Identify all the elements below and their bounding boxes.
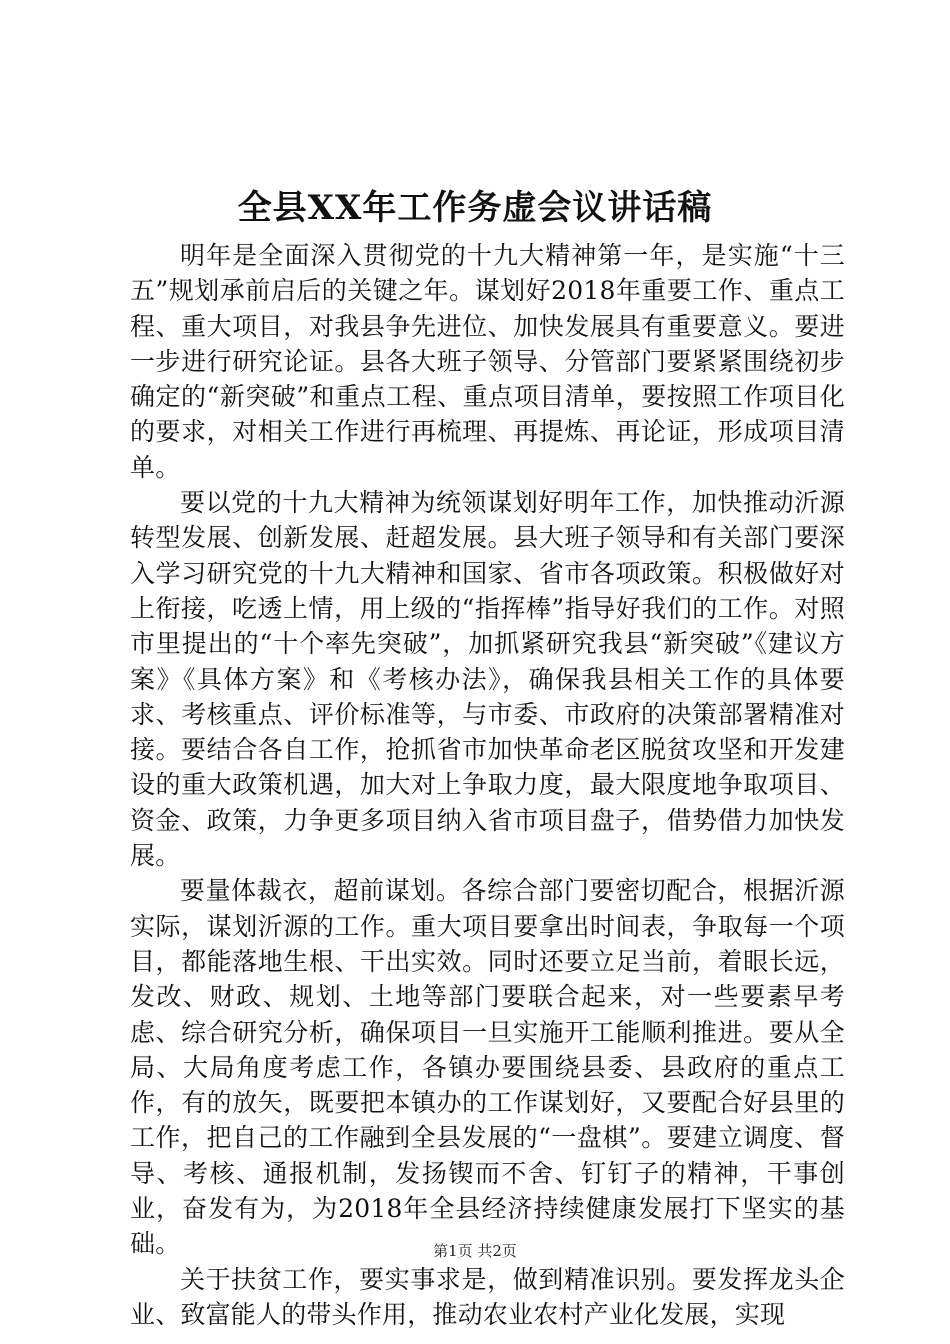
document-body xyxy=(130,238,845,1332)
paragraph: 要量体裁衣，超前谋划。各综合部门要密切配合，根据沂源实际，谋划沂源的工作。重大项目要拿出时间表，争取每一个项目，都能落地生根、干出实效。同时还要立足当前，着眼长远，发改、财政、规划、土地等部门要联合起来，对一些要素早考虑、综合研究分析，确保项目一旦实施开工能顺利推进。要从全局、大局角度考虑工作，各镇办要围绕县委、县政府的重点工作，有的放矢，既要把本镇办的工作谋划好，又要配合好县里的工作，把自己的工作融到全县发展的“一盘棋”。要建立调度、督导、考核、通报机制，发扬锲而不舍、钉钉子的精神，干事创业，奋发有为，为2018年全县经济持续健康发展打下坚实的基础。 xyxy=(130,876,845,1259)
document-title: 全县XX年工作务虚会议讲话稿 xyxy=(237,188,713,228)
paragraph: 关于扶贫工作，要实事求是，做到精准识别。要发挥龙头企业、致富能人的带头作用，推动农业农村产业化发展，实现 xyxy=(130,1264,845,1329)
page-number-footer: 第1页 共2页 xyxy=(433,1242,517,1260)
paragraph: 要以党的十九大精神为统领谋划好明年工作，加快推动沂源转型发展、创新发展、赶超发展。县大班子领导和有关部门要深入学习研究党的十九大精神和国家、省市各项政策。积极做好对上衔接，吃透上情，用上级的“指挥棒”指导好我们的工作。对照市里提出的“十个率先突破”，加抓紧研究我县“新突破”《建议方案》《具体方案》和《考核办法》，确保我县相关工作的具体要求、考核重点、评价标准等，与市委、市政府的决策部署精准对接。要结合各自工作，抢抓省市加快革命老区脱贫攻坚和开发建设的重大政策机遇，加大对上争取力度，最大限度地争取项目、资金、政策，力争更多项目纳入省市项目盘子，借势借力加快发展。 xyxy=(130,488,845,871)
paragraph: 明年是全面深入贯彻党的十九大精神第一年，是实施“十三五”规划承前启后的关键之年。谋划好2018年重要工作、重点工程、重大项目，对我县争先进位、加快发展具有重要意义。要进一步进行研究论证。县各大班子领导、分管部门要紧紧围绕初步确定的“新突破”和重点工程、重点项目清单，要按照工作项目化的要求，对相关工作进行再梳理、再提炼、再论证，形成项目清单。 xyxy=(130,241,845,482)
